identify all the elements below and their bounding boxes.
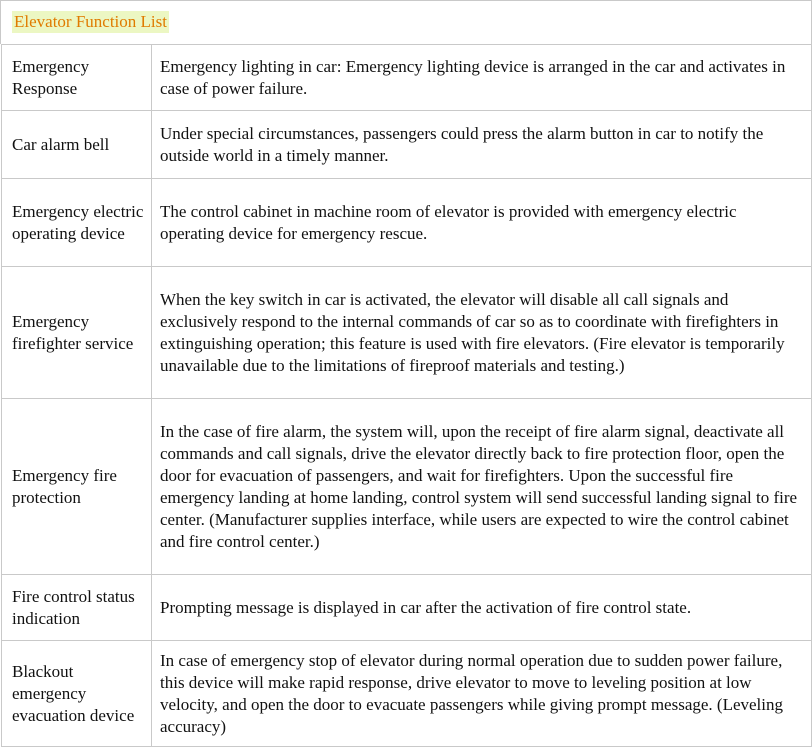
function-description-cell: Emergency lighting in car: Emergency lighting device is arranged in the car and activates in case of power failure.	[152, 45, 812, 111]
function-name-cell: Emergency Response	[2, 45, 152, 111]
function-description-cell: When the key switch in car is activated, the elevator will disable all call signals and exclusively respond to the internal commands of car so as to coordinate with firefighters in extinguishing operation; this feature is used with fire elevators. (Fire elevator is temporarily unavailable due to the limitations of fireproof materials and testing.)	[152, 267, 812, 399]
function-description-cell: In the case of fire alarm, the system will, upon the receipt of fire alarm signal, deactivate all commands and call signals, drive the elevator directly back to fire protection floor, open the door for evacuation of passengers, and wait for firefighters. Upon the successful fire emergency landing at home landing, control system will send successful landing signal to fire center. (Manufacturer supplies interface, while users are expected to wire the control cabinet and fire control center.)	[152, 399, 812, 575]
function-description-cell: The control cabinet in machine room of elevator is provided with emergency electric operating device for emergency rescue.	[152, 179, 812, 267]
function-description-cell: Prompting message is displayed in car after the activation of fire control state.	[152, 575, 812, 641]
table-row	[2, 575, 812, 641]
table-row	[2, 45, 812, 111]
function-description-cell: In case of emergency stop of elevator during normal operation due to sudden power failure, this device will make rapid response, drive elevator to move to leveling position at low velocity, and open the door to evacuate passengers while giving prompt message. (Leveling accuracy)	[152, 641, 812, 747]
function-name-cell: Emergency electric operating device	[2, 179, 152, 267]
function-table	[1, 44, 812, 747]
function-name-cell: Emergency fire protection	[2, 399, 152, 575]
page-title: Elevator Function List	[14, 12, 167, 31]
table-row	[2, 179, 812, 267]
table-row	[2, 399, 812, 575]
function-name-cell: Blackout emergency evacuation device	[2, 641, 152, 747]
function-description-cell: Under special circumstances, passengers could press the alarm button in car to notify the outside world in a timely manner.	[152, 111, 812, 179]
function-name-cell: Emergency firefighter service	[2, 267, 152, 399]
table-row	[2, 641, 812, 747]
function-name-cell: Car alarm bell	[2, 111, 152, 179]
table-row	[2, 111, 812, 179]
function-name-cell: Fire control status indication	[2, 575, 152, 641]
table-row	[2, 267, 812, 399]
title-bar	[0, 0, 812, 44]
